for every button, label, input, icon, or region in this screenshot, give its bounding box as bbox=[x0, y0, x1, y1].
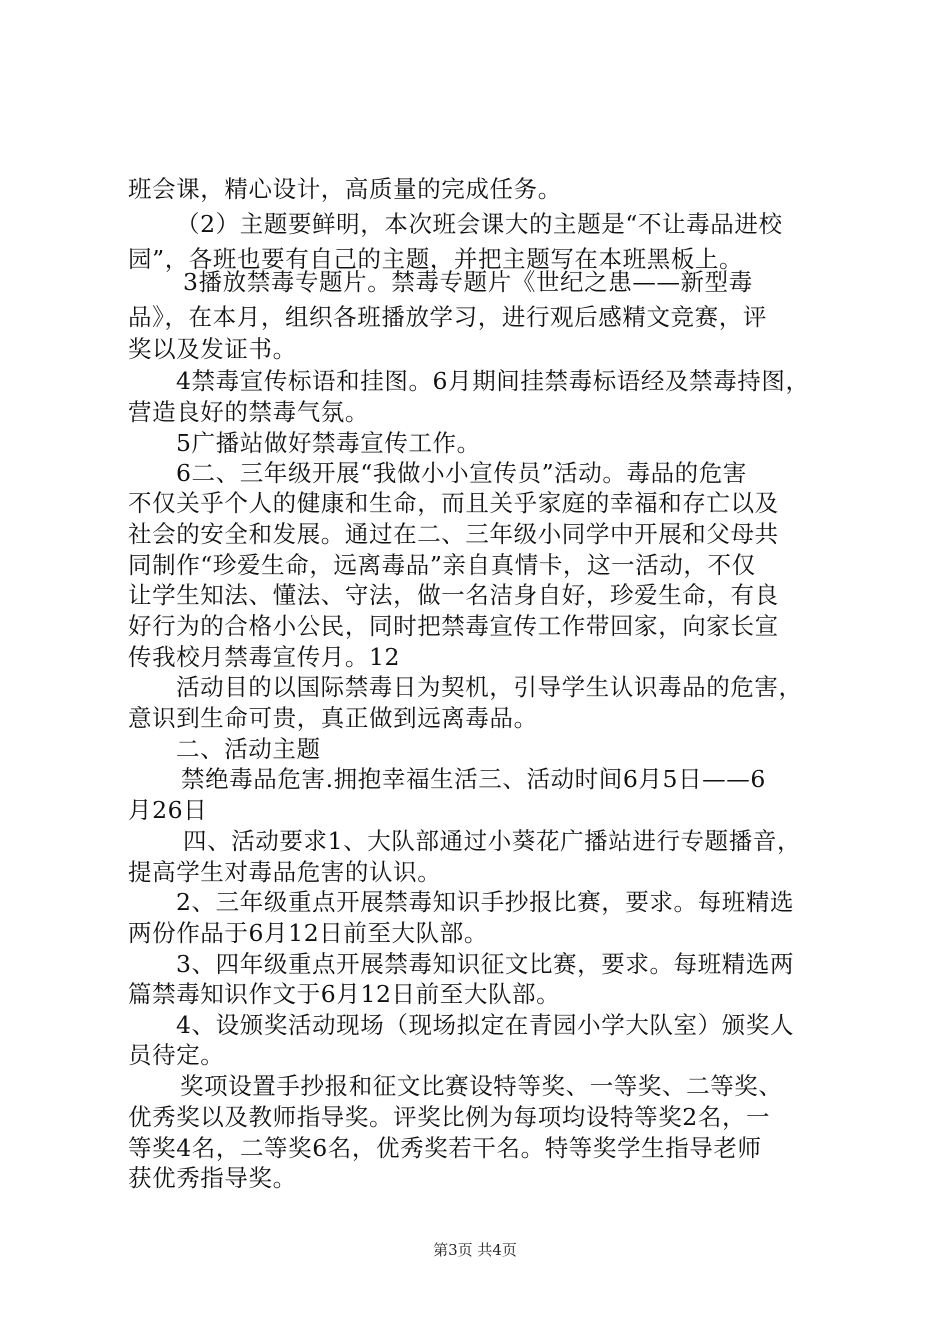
text-line: 奖项设置手抄报和征文比赛设特等奖、一等奖、二等奖、 bbox=[180, 1072, 783, 1100]
text-line: 四、活动要求1、大队部通过小葵花广播站进行专题播音， bbox=[183, 827, 802, 855]
text-line: 月26日 bbox=[128, 796, 208, 824]
text-line: （2）主题要鲜明，本次班会课大的主题是“不让毒品进校 bbox=[176, 210, 783, 238]
text-line: 篇禁毒知识作文于6月12日前至大队部。 bbox=[128, 980, 561, 1008]
text-line: 优秀奖以及教师指导奖。评奖比例为每项均设特等奖2名，一 bbox=[128, 1103, 771, 1131]
text-line: 班会课，精心设计，高质量的完成任务。 bbox=[128, 175, 562, 203]
text-line: 品》，在本月，组织各班播放学习，进行观后感精文竞赛，评 bbox=[128, 303, 767, 331]
text-line: 同制作“珍爱生命，远离毒品”亲自真情卡，这一活动，不仅 bbox=[128, 551, 756, 579]
text-line: 5广播站做好禁毒宣传工作。 bbox=[176, 429, 481, 457]
text-line: 3播放禁毒专题片。禁毒专题片《世纪之患——新型毒 bbox=[183, 268, 753, 296]
text-line: 让学生知法、懂法、守法，做一名洁身自好，珍爱生命，有良 bbox=[128, 581, 779, 609]
text-line: 营造良好的禁毒气氛。 bbox=[128, 398, 369, 426]
text-line: 获优秀指导奖。 bbox=[128, 1164, 297, 1192]
text-line: 2、三年级重点开展禁毒知识手抄报比赛，要求。每班精选 bbox=[176, 888, 795, 916]
text-line: 活动目的以国际禁毒日为契机，引导学生认识毒品的危害， bbox=[176, 673, 803, 701]
text-line: 两份作品于6月12日前至大队部。 bbox=[128, 919, 488, 947]
text-line: 二、活动主题 bbox=[176, 735, 321, 763]
text-line: 不仅关乎个人的健康和生命，而且关乎家庭的幸福和存亡以及 bbox=[128, 489, 779, 517]
text-line: 园”，各班也要有自己的主题，并把主题写在本班黑板上。 bbox=[128, 245, 744, 273]
text-line: 员待定。 bbox=[128, 1041, 225, 1069]
text-line: 社会的安全和发展。通过在二、三年级小同学中开展和父母共 bbox=[128, 520, 779, 548]
text-line: 奖以及发证书。 bbox=[128, 335, 297, 363]
text-line: 4禁毒宣传标语和挂图。6月期间挂禁毒标语经及禁毒持图， bbox=[176, 367, 810, 395]
text-line: 传我校月禁毒宣传月。12 bbox=[128, 643, 401, 671]
text-line: 3、四年级重点开展禁毒知识征文比赛，要求。每班精选两 bbox=[176, 950, 795, 978]
text-line: 提高学生对毒品危害的认识。 bbox=[128, 858, 442, 886]
page-footer: 第3页 共4页 bbox=[433, 1241, 517, 1259]
text-line: 6二、三年级开展“我做小小宣传员”活动。毒品的危害 bbox=[176, 459, 747, 487]
text-line: 等奖4名，二等奖6名，优秀奖若干名。特等奖学生指导老师 bbox=[128, 1134, 762, 1162]
text-line: 禁绝毒品危害.拥抱幸福生活三、活动时间6月5日——6 bbox=[181, 765, 766, 793]
text-line: 4、设颁奖活动现场（现场拟定在青园小学大队室）颁奖人 bbox=[176, 1011, 795, 1039]
text-line: 意识到生命可贵，真正做到远离毒品。 bbox=[128, 704, 538, 732]
text-line: 好行为的合格小公民，同时把禁毒宣传工作带回家，向家长宣 bbox=[128, 612, 779, 640]
